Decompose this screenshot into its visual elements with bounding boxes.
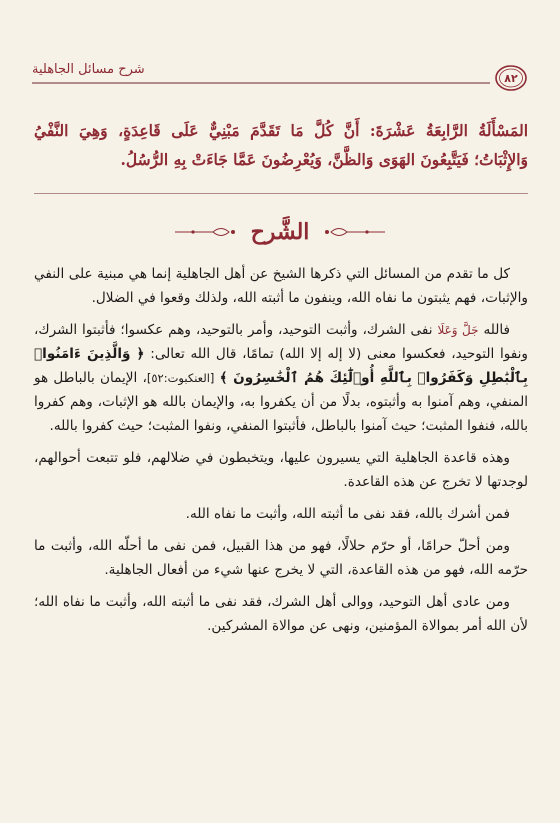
paragraph: وهذه قاعدة الجاهلية التي يسيرون عليها، ويتخبطون في ضلالهم، فلو تتبعت أحوالهم، لوجدتها لا تخرج عن هذه القاعدة. — [34, 450, 528, 490]
paragraph: كل ما تقدم من المسائل التي ذكرها الشيخ عن أهل الجاهلية إنما هي مبنية على النفي والإثبات، فهم يثبتون ما نفاه الله، وينفون ما أثبته الله، ولذلك وقعوا في الضلال. — [34, 266, 528, 306]
page-number: ٨٢ — [504, 71, 518, 85]
matn-divider — [34, 193, 528, 194]
section-heading — [80, 212, 480, 252]
page-number-badge — [494, 64, 528, 92]
ornament-right-icon — [323, 225, 387, 239]
book-title: شرح مسائل الجاهلية — [32, 62, 145, 77]
verse-reference: [العنكبوت:٥٢] — [146, 371, 215, 385]
paragraph: ومن أحلّ حرامًا، أو حرّم حلالًا، فهو من هذا القبيل، فمن نفى ما أحلّه الله، وأثبت ما حرّمه الله، فهو من هذه القاعدة، التي لا يخرج عنها شيء من أفعال الجاهلية. — [34, 538, 528, 578]
paragraph-text: فالله — [483, 322, 511, 338]
section-title: الشَّرح — [250, 219, 310, 245]
paragraph-text: نفى الشرك، وأثبت التوحيد، وأمر بالتوحيد، وهم عكسوا؛ فأثبتوا الشرك، ونفوا التوحيد، فعكسوا معنى (لا إله إلا الله) تمامًا، قال الله تعالى: — [34, 322, 529, 362]
paragraph-text: ، الإيمان بالباطل هو المنفي، وهم آمنوا به وأثبتوه، بدلًا من أن يكفروا به، والإيمان بالله هو الإثبات، وهم كفروا بالله، فنفوا المثبت؛ حيث آمنوا بالباطل، فأثبتوا المنفي، ونفوا المثبت؛ حيث كفروا بالله. — [34, 370, 528, 434]
quran-verse: ﴿ وَالَّذِينَ ءَامَنُوا۟ بِٱلْبَٰطِلِ وَكَفَرُوا۟ بِٱللَّهِ أُو۟لَٰٓئِكَ هُمُ ٱلْخَٰسِرُونَ ﴾ — [34, 346, 528, 386]
paragraph: ومن عادى أهل التوحيد، ووالى أهل الشرك، فقد نفى ما أثبته الله، وأثبت ما نفاه الله؛ لأن الله أمر بموالاة المؤمنين، ونهى عن موالاة المشركين. — [34, 594, 528, 634]
running-header — [32, 62, 528, 94]
honorific-text: جَلَّ وَعَلَا — [437, 323, 479, 337]
commentary-body — [34, 262, 528, 640]
matn-text: المَسْأَلَةُ الرَّابِعَةُ عَشْرَةَ: أَنَّ كُلَّ مَا تَقَدَّمَ مَبْنِيٌّ عَلَى قَاعِدَةٍ، وَهِيَ النَّفْيُ وَالإِثْبَاتُ؛ فَيَتَّبِعُونَ الهَوَى وَالظَّنَّ، وَيُعْرِضُونَ عَمَّا جَاءَتْ بِهِ الرُّسُلُ. — [34, 121, 528, 169]
paragraph — [34, 318, 528, 438]
ornament-left-icon — [173, 225, 237, 239]
header-rule — [32, 82, 490, 84]
paragraph: فمن أشرك بالله، فقد نفى ما أثبته الله، وأثبت ما نفاه الله. — [185, 506, 510, 522]
